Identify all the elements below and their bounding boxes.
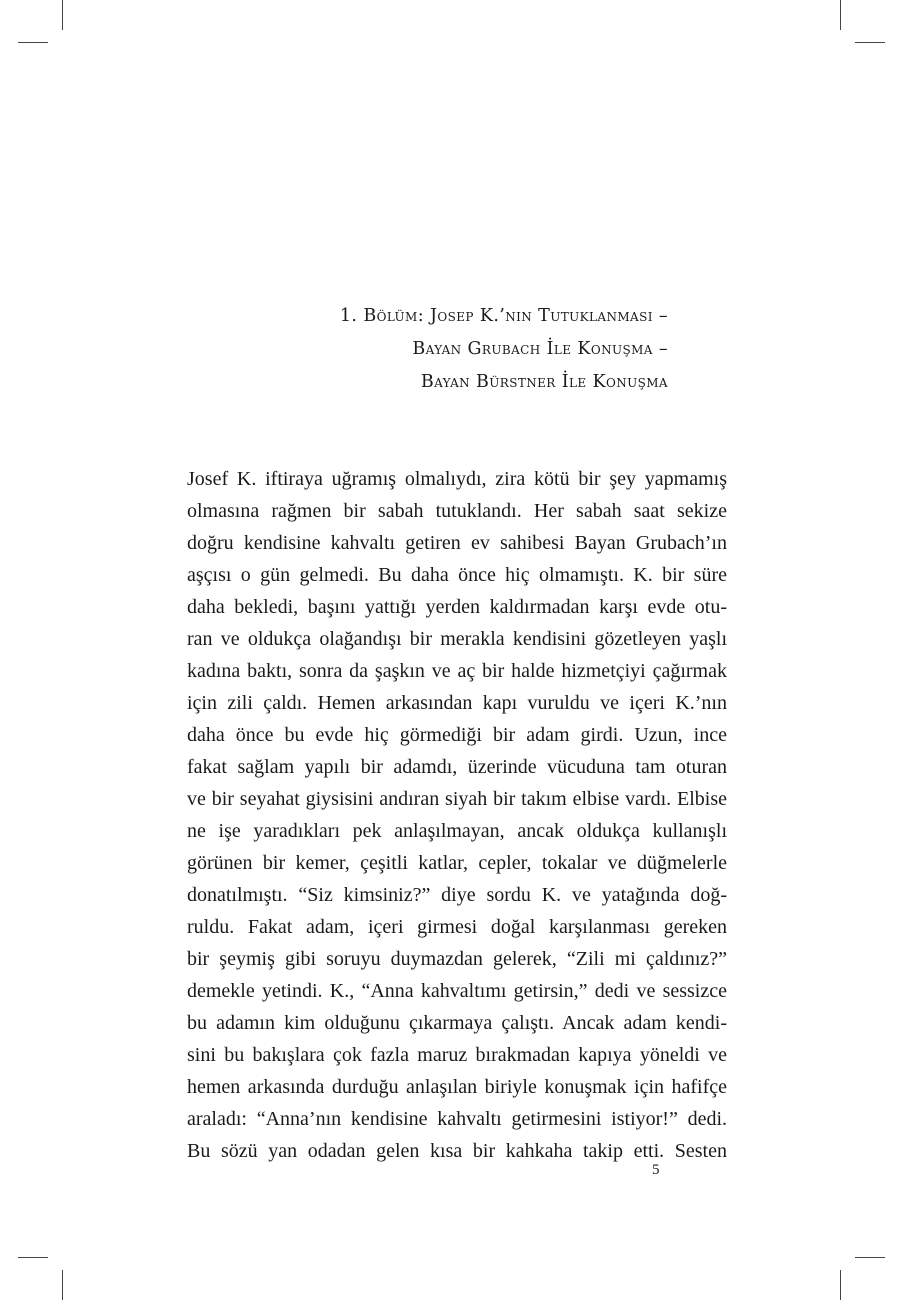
body-line: daha önce bu evde hiç görmediği bir adam girdi. Uzun, ince xyxy=(187,724,727,746)
body-line: ran ve oldukça olağandışı bir merakla kendisini gözetleyen yaşlı xyxy=(187,628,727,650)
body-line: donatılmıştı. “Siz kimsiniz?” diye sordu K. ve yatağında doğ- xyxy=(187,884,727,906)
crop-mark-top-right-vertical xyxy=(840,0,841,30)
page-number: 5 xyxy=(652,1162,660,1178)
crop-mark-bottom-right-horizontal xyxy=(855,1257,885,1258)
crop-mark-bottom-right-vertical xyxy=(840,1270,841,1300)
crop-mark-top-left-horizontal xyxy=(18,42,48,43)
body-line: doğru kendisine kahvaltı getiren ev sahibesi Bayan Grubach’ın xyxy=(187,532,727,554)
body-line: fakat sağlam yapılı bir adamdı, üzerinde vücuduna tam oturan xyxy=(187,756,727,778)
body-line: ruldu. Fakat adam, içeri girmesi doğal karşılanması gereken xyxy=(187,916,727,938)
body-line: olmasına rağmen bir sabah tutuklandı. Her sabah saat sekize xyxy=(187,500,727,522)
body-line: Bu sözü yan odadan gelen kısa bir kahkaha takip etti. Sesten xyxy=(187,1140,727,1162)
body-line: aşçısı o gün gelmedi. Bu daha önce hiç olmamıştı. K. bir süre xyxy=(187,564,727,586)
body-line: bir şeymiş gibi soruyu duymazdan gelerek, “Zili mi çaldınız?” xyxy=(187,948,727,970)
body-line: hemen arkasında durduğu anlaşılan biriyle konuşmak için hafifçe xyxy=(187,1076,727,1098)
crop-mark-top-left-vertical xyxy=(62,0,63,30)
chapter-heading-line: 1. Bölüm: Josep K.’nın Tutuklanması – xyxy=(339,306,668,326)
body-line: araladı: “Anna’nın kendisine kahvaltı getirmesini istiyor!” dedi. xyxy=(187,1108,727,1130)
chapter-heading xyxy=(340,300,668,399)
body-line: ne işe yaradıkları pek anlaşılmayan, ancak oldukça kullanışlı xyxy=(187,820,727,842)
crop-mark-bottom-left-horizontal xyxy=(18,1257,48,1258)
body-line: bu adamın kim olduğunu çıkarmaya çalıştı. Ancak adam kendi- xyxy=(187,1012,727,1034)
body-line: Josef K. iftiraya uğramış olmalıydı, zira kötü bir şey yapmamış xyxy=(187,468,727,490)
chapter-heading-line: Bayan Grubach İle Konuşma – xyxy=(412,339,668,359)
body-line: kadına baktı, sonra da şaşkın ve aç bir halde hizmetçiyi çağırmak xyxy=(187,660,727,682)
body-text xyxy=(187,463,727,1167)
body-line: demekle yetindi. K., “Anna kahvaltımı getirsin,” dedi ve sessizce xyxy=(187,980,727,1002)
crop-mark-bottom-left-vertical xyxy=(62,1270,63,1300)
body-line: daha bekledi, başını yattığı yerden kaldırmadan karşı evde otu- xyxy=(187,596,727,618)
body-line: sini bu bakışlara çok fazla maruz bırakmadan kapıya yöneldi ve xyxy=(187,1044,727,1066)
chapter-heading-line: Bayan Bürstner İle Konuşma xyxy=(420,372,668,392)
body-line: ve bir seyahat giysisini andıran siyah bir takım elbise vardı. Elbise xyxy=(187,788,727,810)
body-line: için zili çaldı. Hemen arkasından kapı vuruldu ve içeri K.’nın xyxy=(187,692,727,714)
crop-mark-top-right-horizontal xyxy=(855,42,885,43)
body-line: görünen bir kemer, çeşitli katlar, cepler, tokalar ve düğmelerle xyxy=(187,852,727,874)
